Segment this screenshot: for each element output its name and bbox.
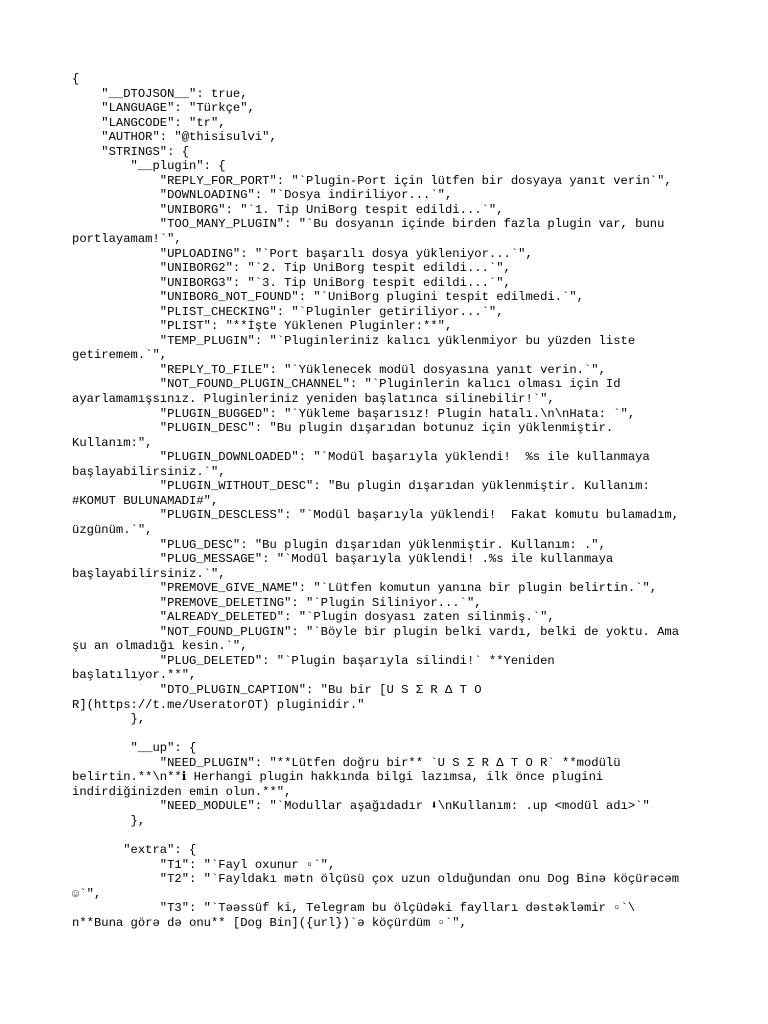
document-line: şu an olmadığı kesin.`",: [72, 639, 248, 654]
document-line: [72, 727, 702, 742]
document-line: [72, 828, 702, 843]
document-line: başlayabilirsiniz.`",: [72, 464, 226, 479]
document-line: "PREMOVE_DELETING": "`Plugin Siliniyor...`",: [72, 595, 482, 610]
document-line: "__plugin": {: [72, 159, 226, 174]
document-line: #KOMUT BULUNAMADI#",: [72, 493, 219, 508]
document-line: "NEED_PLUGIN": "**Lütfen doğru bir** `U S Σ R Δ T O R` **modülü: [72, 755, 621, 770]
document-line: "DOWNLOADING": "`Dosya indiriliyor...`",: [72, 188, 453, 203]
document-line: "REPLY_TO_FILE": "`Yüklenecek modül dosyasına yanıt verin.`",: [72, 362, 606, 377]
document-line: "T2": "`Fayldakı mətn ölçüsü çox uzun olduğundan onu Dog Binə köçürəcəm: [72, 872, 680, 887]
document-line: "LANGUAGE": "Türkçe",: [72, 101, 255, 116]
document-line: "PLUG_MESSAGE": "`Modül başarıyla yüklendi! .%s ile kullanmaya: [72, 552, 614, 567]
json-document: [72, 72, 702, 930]
document-line: Kullanım:",: [72, 435, 153, 450]
document-line: },: [72, 813, 146, 828]
document-line: "T3": "`Təəssüf ki, Telegram bu ölçüdəki faylları dəstəkləmir ▫`\: [72, 901, 636, 916]
document-line: "extra": {: [72, 842, 197, 857]
document-line: "UNIBORG2": "`2. Tip UniBorg tespit edildi...`",: [72, 261, 511, 276]
document-line: "PLUGIN_DOWNLOADED": "`Modül başarıyla yüklendi! %s ile kullanmaya: [72, 450, 650, 465]
document-line: },: [72, 712, 146, 727]
document-line: "REPLY_FOR_PORT": "`Plugin-Port için lütfen bir dosyaya yanıt verin`",: [72, 173, 672, 188]
document-line: {: [72, 72, 80, 86]
document-line: "DTO_PLUGIN_CAPTION": "Bu bir [U S Σ R Δ T O: [72, 682, 482, 697]
document-line: "PLIST_CHECKING": "`Pluginler getiriliyor...`",: [72, 304, 504, 319]
document-line: ayarlamamışsınız. Pluginleriniz yeniden başlatınca silinebilir!`",: [72, 392, 555, 407]
document-line: "PLIST": "**İşte Yüklenen Pluginler:**",: [72, 319, 453, 334]
document-line: indirdiğinizden emin olun.**",: [72, 784, 292, 799]
document-line: "STRINGS": {: [72, 144, 190, 159]
document-line: "ALREADY_DELETED": "`Plugin dosyası zaten silinmiş.`",: [72, 610, 555, 625]
document-line: "PLUGIN_WITHOUT_DESC": "Bu plugin dışarıdan yüklenmiştir. Kullanım:: [72, 479, 650, 494]
document-line: "UNIBORG3": "`3. Tip UniBorg tespit edildi...`",: [72, 275, 511, 290]
document-line: n**Buna görə də onu** [Dog Bin]({url})`ə köçürdüm ▫`",: [72, 915, 467, 930]
document-line: "TOO_MANY_PLUGIN": "`Bu dosyanın içinde birden fazla plugin var, bunu: [72, 217, 665, 232]
document-line: "UPLOADING": "`Port başarılı dosya yükleniyor...`",: [72, 246, 533, 261]
document-line: portlayamam!`",: [72, 232, 182, 247]
document-line: "UNIBORG": "`1. Tip UniBorg tespit edildi...`",: [72, 202, 504, 217]
document-line: "TEMP_PLUGIN": "`Pluginleriniz kalıcı yüklenmiyor bu yüzden liste: [72, 333, 636, 348]
document-line: "T1": "`Fayl oxunur ▫`",: [72, 857, 336, 872]
document-line: başlatılıyor.**",: [72, 668, 197, 683]
document-line: R](https://t.me/UseratorOT) pluginidir.": [72, 697, 365, 712]
document-line: "LANGCODE": "tr",: [72, 115, 226, 130]
document-line: "AUTHOR": "@thisisulvi",: [72, 130, 277, 145]
document-line: "PLUGIN_DESC": "Bu plugin dışarıdan botunuz için yüklenmiştir.: [72, 421, 614, 436]
document-line: "NOT_FOUND_PLUGIN": "`Böyle bir plugin belki vardı, belki de yoktu. Ama: [72, 624, 680, 639]
document-line: "PLUGIN_DESCLESS": "`Modül başarıyla yüklendi! Fakat komutu bulamadım,: [72, 508, 680, 523]
document-line: "NOT_FOUND_PLUGIN_CHANNEL": "`Pluginlerin kalıcı olması için Id: [72, 377, 621, 392]
document-line: belirtin.**\n**ℹ Herhangi plugin hakkında bilgi lazımsa, ilk önce plugini: [72, 770, 604, 785]
document-line: "PREMOVE_GIVE_NAME": "`Lütfen komutun yanına bir plugin belirtin.`",: [72, 581, 658, 596]
document-line: başlayabilirsiniz.`",: [72, 566, 226, 581]
document-line: "__up": {: [72, 741, 197, 756]
document-line: ☺`",: [72, 886, 102, 901]
document-line: üzgünüm.`",: [72, 522, 153, 537]
document-line: "PLUG_DELETED": "`Plugin başarıyla silindi!` **Yeniden: [72, 653, 555, 668]
document-line: getiremem.`",: [72, 348, 168, 363]
document-line: "__DTOJSON__": true,: [72, 86, 248, 101]
document-line: "NEED_MODULE": "`Modullar aşağıdadır ⬇\nKullanım: .up <modül adı>`": [72, 799, 650, 814]
document-line: "UNIBORG_NOT_FOUND": "`UniBorg plugini tespit edilmedi.`",: [72, 290, 584, 305]
document-line: "PLUGIN_BUGGED": "`Yükleme başarısız! Plugin hatalı.\n\nHata: `",: [72, 406, 636, 421]
document-line: "PLUG_DESC": "Bu plugin dışarıdan yüklenmiştir. Kullanım: .",: [72, 537, 606, 552]
